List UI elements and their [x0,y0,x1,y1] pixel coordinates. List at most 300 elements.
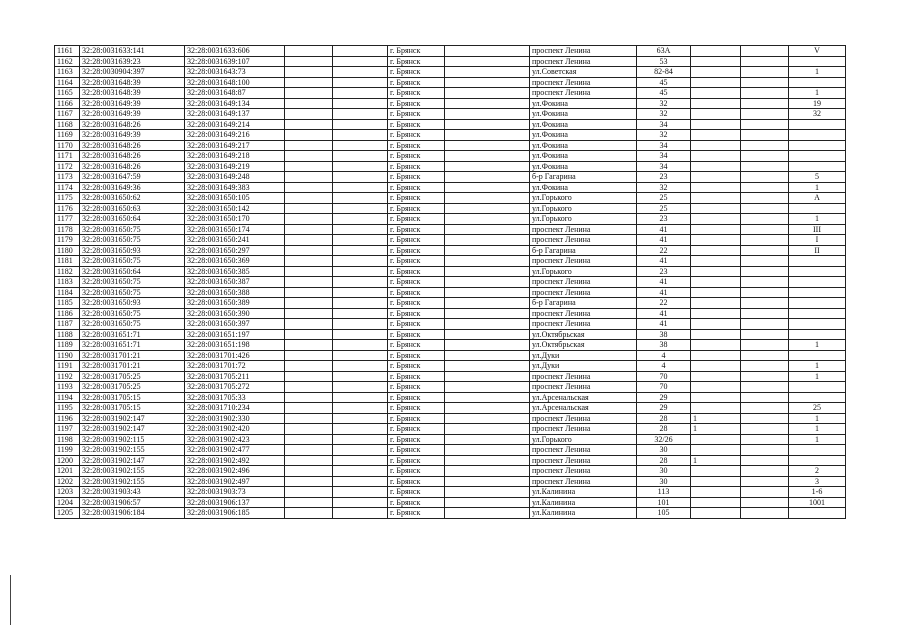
table-cell: г. Брянск [388,140,445,151]
table-cell: г. Брянск [388,487,445,498]
table-row [55,193,846,204]
table-cell [741,151,789,162]
table-cell [445,392,530,403]
table-cell: 32:28:0031651:71 [80,329,185,340]
table-cell: 32:28:0031650:297 [185,245,285,256]
table-cell: г. Брянск [388,235,445,246]
table-cell: проспект Ленина [530,319,637,330]
table-cell: ул.Октябрьская [530,329,637,340]
table-cell [691,445,741,456]
table-cell [285,455,333,466]
table-cell [741,508,789,519]
table-cell [445,382,530,393]
table-cell: проспект Ленина [530,235,637,246]
table-cell: ул.Советская [530,67,637,78]
table-cell [691,67,741,78]
table-cell: 1180 [55,245,80,256]
table-cell [691,266,741,277]
table-cell: 41 [637,256,691,267]
table-cell: 1189 [55,340,80,351]
table-cell: 1165 [55,88,80,99]
table-cell: 1203 [55,487,80,498]
table-cell: 1 [789,67,846,78]
table-cell: 1169 [55,130,80,141]
table-cell [691,497,741,508]
table-cell: 29 [637,403,691,414]
table-cell: 1 [789,340,846,351]
table-cell [789,319,846,330]
table-cell: 22 [637,245,691,256]
table-cell [333,455,388,466]
table-cell [741,266,789,277]
table-cell [741,182,789,193]
table-cell: 32:28:0031648:26 [80,151,185,162]
table-cell [691,245,741,256]
table-cell [333,256,388,267]
table-cell [691,109,741,120]
table-cell [691,434,741,445]
table-cell [285,245,333,256]
table-cell [691,203,741,214]
table-cell: б-р Гагарина [530,172,637,183]
table-row [55,245,846,256]
table-cell [741,161,789,172]
table-cell: г. Брянск [388,413,445,424]
table-cell: 32:28:0031651:198 [185,340,285,351]
table-cell: 23 [637,214,691,225]
table-cell [285,193,333,204]
table-cell: 32:28:0031649:134 [185,98,285,109]
table-cell: ул.Фокина [530,151,637,162]
table-cell [445,497,530,508]
table-cell [741,371,789,382]
table-cell: г. Брянск [388,382,445,393]
table-cell [741,88,789,99]
table-cell [285,298,333,309]
table-cell [445,424,530,435]
table-cell: ул.Горького [530,203,637,214]
table-cell: г. Брянск [388,434,445,445]
table-cell [741,214,789,225]
table-cell [285,46,333,57]
table-cell [741,172,789,183]
table-cell: 32:28:0030904:397 [80,67,185,78]
table-cell [691,151,741,162]
table-cell: проспект Ленина [530,445,637,456]
table-row [55,308,846,319]
table-cell [333,371,388,382]
table-cell: 25 [637,203,691,214]
table-row [55,371,846,382]
table-cell: 45 [637,88,691,99]
table-cell [333,193,388,204]
table-cell: 32:28:0031633:141 [80,46,185,57]
table-cell [285,161,333,172]
table-cell [789,140,846,151]
table-cell: 1 [789,182,846,193]
table-cell: 32:28:0031903:43 [80,487,185,498]
table-cell [285,182,333,193]
table-cell: г. Брянск [388,214,445,225]
table-cell [691,224,741,235]
table-cell: 32:28:0031650:397 [185,319,285,330]
table-cell: 32:28:0031902:477 [185,445,285,456]
table-cell [789,256,846,267]
table-row [55,361,846,372]
table-row [55,161,846,172]
table-cell [285,56,333,67]
table-cell [333,445,388,456]
table-cell: проспект Ленина [530,371,637,382]
table-cell: г. Брянск [388,361,445,372]
table-cell [285,277,333,288]
table-cell [333,382,388,393]
table-cell [285,424,333,435]
table-cell: г. Брянск [388,172,445,183]
table-cell [285,140,333,151]
table-cell: 30 [637,466,691,477]
table-cell: 1170 [55,140,80,151]
table-cell [691,466,741,477]
table-cell: А [789,193,846,204]
table-cell: ул.Арсенальская [530,392,637,403]
table-cell: 1200 [55,455,80,466]
table-cell: 4 [637,350,691,361]
table-cell [789,287,846,298]
table-cell: г. Брянск [388,340,445,351]
table-cell: 1 [789,413,846,424]
table-cell [741,224,789,235]
table-cell [789,329,846,340]
table-cell: 1187 [55,319,80,330]
table-cell [445,245,530,256]
table-cell: ул.Фокина [530,140,637,151]
table-cell: проспект Ленина [530,413,637,424]
table-cell: 32:28:0031902:147 [80,424,185,435]
table-cell [333,287,388,298]
table-cell: 32:28:0031650:62 [80,193,185,204]
table-cell: 45 [637,77,691,88]
table-cell: б-р Гагарина [530,245,637,256]
table-cell: 1204 [55,497,80,508]
table-cell [445,77,530,88]
table-cell: ул.Калинина [530,508,637,519]
table-cell: 32:28:0031651:71 [80,340,185,351]
table-row [55,476,846,487]
table-cell [333,67,388,78]
table-cell: 32:28:0031650:63 [80,203,185,214]
table-cell: 82-84 [637,67,691,78]
table-cell [445,361,530,372]
table-cell [445,235,530,246]
table-cell [789,382,846,393]
table-cell [741,109,789,120]
table-cell [741,235,789,246]
table-cell: г. Брянск [388,182,445,193]
table-cell: 1 [789,88,846,99]
table-cell: ул.Октябрьская [530,340,637,351]
table-cell [691,277,741,288]
table-cell [333,182,388,193]
table-cell: 32:28:0031649:248 [185,172,285,183]
table-cell: 1 [789,434,846,445]
table-cell: проспект Ленина [530,308,637,319]
table-cell [789,392,846,403]
table-cell: 32:28:0031902:147 [80,413,185,424]
table-row [55,119,846,130]
table-cell: 32:28:0031650:75 [80,235,185,246]
table-cell [741,455,789,466]
table-cell: 32:28:0031649:39 [80,130,185,141]
table-row [55,256,846,267]
table-row [55,277,846,288]
table-row [55,466,846,477]
table-cell: г. Брянск [388,77,445,88]
table-cell: 1001 [789,497,846,508]
table-cell: 32:28:0031705:15 [80,403,185,414]
table-cell: 32:28:0031650:64 [80,266,185,277]
table-cell: I [789,235,846,246]
table-cell [789,308,846,319]
table-cell: ул.Горького [530,193,637,204]
table-row [55,350,846,361]
table-cell: 32:28:0031902:420 [185,424,285,435]
table-cell: 32:28:0031902:423 [185,434,285,445]
table-cell: ул.Фокина [530,130,637,141]
table-cell: 32:28:0031701:426 [185,350,285,361]
table-cell: 1194 [55,392,80,403]
table-cell: 32:28:0031902:155 [80,445,185,456]
table-cell: 4 [637,361,691,372]
table-cell: 41 [637,287,691,298]
table-cell [333,245,388,256]
table-cell: 32:28:0031701:21 [80,361,185,372]
table-cell [333,308,388,319]
table-cell [445,319,530,330]
table-cell: г. Брянск [388,350,445,361]
table-row [55,319,846,330]
table-cell: проспект Ленина [530,455,637,466]
table-cell [285,371,333,382]
table-cell: 32:28:0031902:155 [80,476,185,487]
table-cell [285,203,333,214]
table-cell [333,319,388,330]
table-cell [333,424,388,435]
table-cell: 41 [637,277,691,288]
table-cell: 34 [637,119,691,130]
table-cell: 30 [637,445,691,456]
table-cell: 32:28:0031906:185 [185,508,285,519]
table-row [55,445,846,456]
table-cell: 1175 [55,193,80,204]
table-cell [741,424,789,435]
table-cell: г. Брянск [388,476,445,487]
table-cell: 32:28:0031648:26 [80,119,185,130]
table-cell: проспект Ленина [530,88,637,99]
table-cell: 1193 [55,382,80,393]
table-cell [741,413,789,424]
table-cell: 1161 [55,46,80,57]
table-row [55,287,846,298]
table-cell [741,130,789,141]
table-cell [285,350,333,361]
table-cell: г. Брянск [388,298,445,309]
table-cell: проспект Ленина [530,46,637,57]
table-cell [285,340,333,351]
table-cell: 32:28:0031650:75 [80,308,185,319]
table-cell [333,487,388,498]
table-cell: проспект Ленина [530,382,637,393]
table-cell [789,203,846,214]
table-cell [285,392,333,403]
table-cell [691,140,741,151]
table-cell: 1191 [55,361,80,372]
table-cell [333,88,388,99]
table-cell: 1177 [55,214,80,225]
table-cell: 38 [637,329,691,340]
table-cell [285,403,333,414]
table-cell [445,46,530,57]
table-cell: ул.Фокина [530,182,637,193]
table-cell [691,329,741,340]
table-cell: г. Брянск [388,203,445,214]
table-cell: 29 [637,392,691,403]
table-cell: 32:28:0031649:383 [185,182,285,193]
table-cell: 32:28:0031649:137 [185,109,285,120]
table-cell [741,67,789,78]
table-cell: г. Брянск [388,308,445,319]
table-cell [691,193,741,204]
table-cell [333,466,388,477]
table-cell [741,445,789,456]
table-cell: 113 [637,487,691,498]
table-cell [741,487,789,498]
table-cell [445,508,530,519]
table-cell [741,308,789,319]
table-cell: 34 [637,161,691,172]
table-cell: 32:28:0031649:36 [80,182,185,193]
table-cell [445,151,530,162]
table-cell [741,277,789,288]
table-row [55,203,846,214]
table-row [55,109,846,120]
table-cell: ул.Горького [530,214,637,225]
table-cell: 70 [637,371,691,382]
table-cell: 32:28:0031648:39 [80,88,185,99]
table-row [55,487,846,498]
table-cell: г. Брянск [388,224,445,235]
table-cell [741,77,789,88]
table-cell [285,382,333,393]
table-cell: 1185 [55,298,80,309]
table-cell [445,130,530,141]
table-row [55,77,846,88]
table-cell: 32:28:0031647:59 [80,172,185,183]
table-cell [789,161,846,172]
table-cell: ул.Фокина [530,119,637,130]
table-cell: 32:28:0031705:15 [80,392,185,403]
table-cell [445,445,530,456]
table-cell [445,203,530,214]
table-cell: 1205 [55,508,80,519]
table-cell: 32 [637,98,691,109]
table-cell [285,119,333,130]
table-cell: 5 [789,172,846,183]
table-cell: г. Брянск [388,109,445,120]
table-cell: 1 [691,455,741,466]
table-cell: 70 [637,382,691,393]
table-cell [741,466,789,477]
table-cell [445,98,530,109]
table-cell [741,361,789,372]
table-row [55,140,846,151]
table-cell: г. Брянск [388,371,445,382]
table-cell [789,119,846,130]
table-cell [741,497,789,508]
table-cell: ул.Дуки [530,350,637,361]
table-cell [789,508,846,519]
table-cell [741,119,789,130]
table-cell [333,140,388,151]
table-cell [285,130,333,141]
table-cell: 32:28:0031650:387 [185,277,285,288]
table-cell: 25 [789,403,846,414]
table-cell: ул.Арсенальская [530,403,637,414]
table-cell: 32:28:0031649:39 [80,109,185,120]
table-cell: 1184 [55,287,80,298]
table-cell: 1196 [55,413,80,424]
table-cell [285,67,333,78]
table-cell [445,119,530,130]
table-cell: 1171 [55,151,80,162]
table-cell [333,340,388,351]
table-cell [445,214,530,225]
table-cell: 3 [789,476,846,487]
table-cell [741,434,789,445]
table-cell [445,161,530,172]
table-row [55,172,846,183]
table-cell [691,361,741,372]
table-cell: 1192 [55,371,80,382]
table-cell [741,46,789,57]
table-cell: 28 [637,455,691,466]
table-cell [285,361,333,372]
table-cell [691,392,741,403]
table-cell [691,130,741,141]
table-cell: г. Брянск [388,287,445,298]
table-cell: б-р Гагарина [530,298,637,309]
table-cell: проспект Ленина [530,256,637,267]
table-row [55,340,846,351]
table-cell: 32:28:0031649:216 [185,130,285,141]
table-cell: 32:28:0031633:606 [185,46,285,57]
table-cell: 32:28:0031650:75 [80,256,185,267]
table-cell [445,277,530,288]
table-cell: 1-6 [789,487,846,498]
table-row [55,266,846,277]
table-cell [741,350,789,361]
table-cell [789,350,846,361]
table-cell: 28 [637,413,691,424]
table-cell: 32:28:0031650:75 [80,224,185,235]
table-cell [691,371,741,382]
table-row [55,413,846,424]
register-table [54,45,846,519]
table-cell: 28 [637,424,691,435]
table-cell: 32:28:0031649:218 [185,151,285,162]
table-cell: г. Брянск [388,193,445,204]
table-cell: 32:28:0031650:75 [80,277,185,288]
